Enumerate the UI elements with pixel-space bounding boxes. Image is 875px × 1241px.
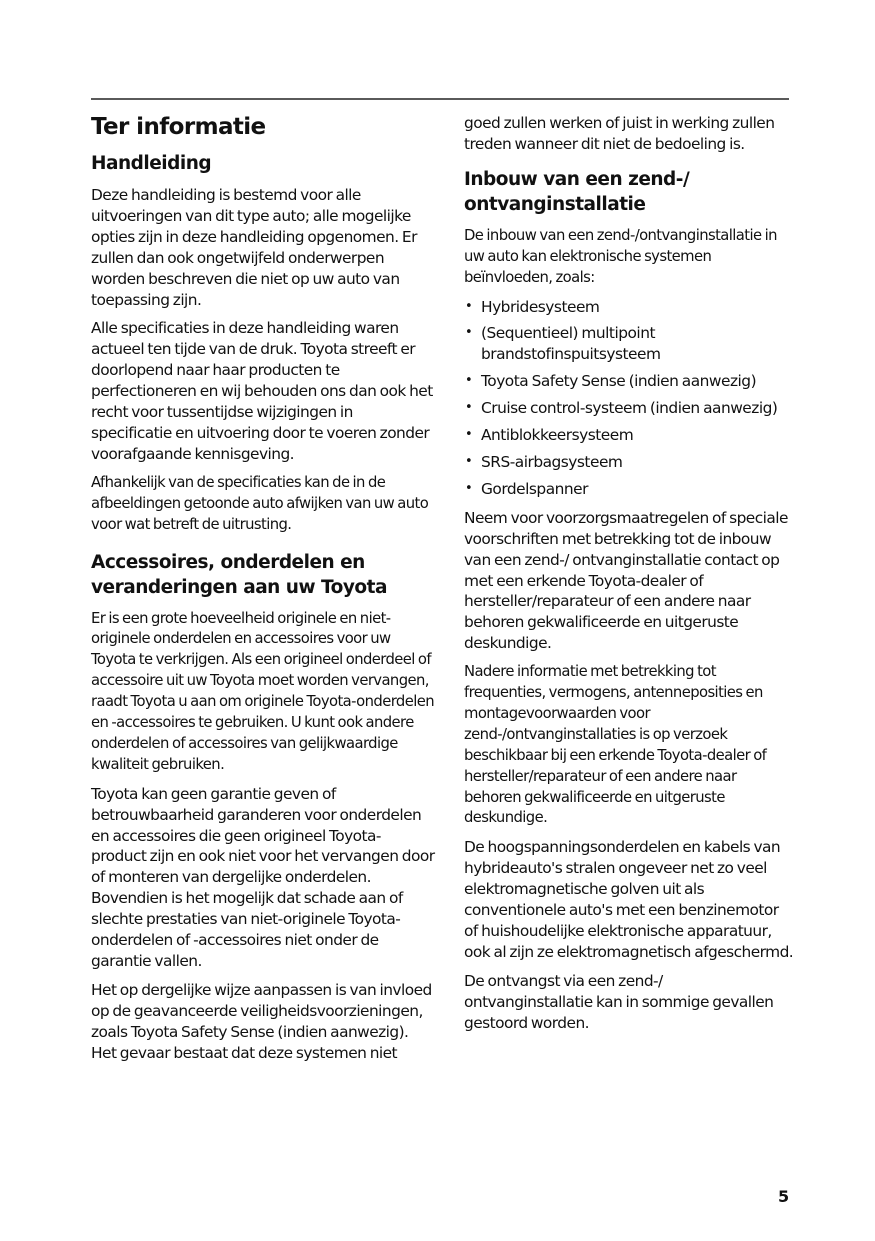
left-column [91, 110, 436, 1072]
list-item: • (Sequentieel) multipoint brandstofinspuitsysteem [465, 324, 661, 364]
list-item: • Toyota Safety Sense (indien aanwezig) [465, 372, 757, 391]
bullet-icon: • [465, 325, 473, 341]
bullet-icon: • [465, 400, 473, 416]
section-heading-accessoires: Accessoires, onderdelen en veranderingen aan uw Toyota [91, 551, 387, 598]
list-item: • Hybridesysteem [465, 297, 600, 316]
list-item: • Antiblokkeersysteem [465, 426, 634, 445]
page-number: 5 [778, 1187, 790, 1206]
list-item: • Cruise control-systeem (indien aanwezig) [465, 399, 778, 418]
section-heading-inbouw: Inbouw van een zend-/ ontvanginstallatie [464, 168, 690, 215]
right-column [464, 113, 794, 1042]
paragraph: Neem voor voorzorgsmaatregelen of speciale voorschriften met betrekking tot de inbouw van een zend-/ ontvanginstallatie contact op met een erkende Toyota-dealer of hersteller/reparateur of een andere naar behoren gekwalificeerde en uitgeruste deskundige. [464, 508, 788, 653]
section-heading-handleiding: Handleiding [91, 153, 212, 174]
bullet-icon: • [465, 480, 473, 496]
paragraph: Toyota kan geen garantie geven of betrouwbaarheid garanderen voor onderdelen en accessoires die geen origineel Toyota-product zijn en ook niet voor het vervangen door of monteren van dergelijke onderdelen. Bovendien is het mogelijk dat schade aan of slechte prestaties van niet-originele Toyota-onderdelen of -accessoires niet onder de garantie vallen. [91, 784, 435, 970]
bullet-icon: • [465, 298, 473, 314]
section-handleiding [91, 151, 436, 536]
paragraph-continuation: goed zullen werken of juist in werking zullen treden wanneer dit niet de bedoeling is. [464, 114, 775, 153]
bullet-icon: • [465, 453, 473, 469]
affected-systems-list [464, 297, 794, 500]
paragraph: Er is een grote hoeveelheid originele en niet-originele onderdelen en accessoires voor uw Toyota te verkrijgen. Als een origineel onderdeel of accessoire uit uw Toyota moet worden vervangen, raadt Toyota u aan om originele Toyota-onderdelen en -accessoires te gebruiken. U kunt ook andere onderdelen of accessoires van gelijkwaardige kwaliteit gebruiken. [91, 609, 435, 773]
paragraph: Alle specificaties in deze handleiding waren actueel ten tijde van de druk. Toyota streeft er doorlopend naar haar producten te perfectioneren en wij behouden ons dan ook het recht voor tussentijdse wijzigingen in specificatie en uitvoering door te voeren zonder voorafgaande kennisgeving. [91, 319, 433, 463]
page-title: Ter informatie [91, 114, 266, 140]
paragraph: De ontvangst via een zend-/ ontvanginstallatie kan in sommige gevallen gestoord worden. [464, 971, 774, 1032]
section-inbouw [464, 167, 794, 1034]
bullet-icon: • [465, 427, 473, 443]
list-item: • SRS-airbagsysteem [465, 452, 623, 471]
top-rule-divider [91, 98, 789, 100]
paragraph: Het op dergelijke wijze aanpassen is van invloed op de geavanceerde veiligheidsvoorzieningen, zoals Toyota Safety Sense (indien aanwezig). Het gevaar bestaat dat deze systemen niet [91, 980, 432, 1062]
paragraph: De hoogspanningsonderdelen en kabels van hybrideauto's stralen ongeveer net zo veel elektromagnetische golven uit als conventionele auto's met een benzinemotor of huishoudelijke elektronische apparatuur, ook al zijn ze elektromagnetisch afgeschermd. [464, 838, 794, 961]
paragraph: Deze handleiding is bestemd voor alle uitvoeringen van dit type auto; alle mogelijke opties zijn in deze handleiding opgenomen. Er zullen dan ook ongetwijfeld onderwerpen worden beschreven die niet op uw auto van toepassing zijn. [91, 186, 417, 309]
paragraph: Nadere informatie met betrekking tot frequenties, vermogens, antenneposities en montagevoorwaarden voor zend-/ontvanginstallaties is op verzoek beschikbaar bij een erkende Toyota-dealer of hersteller/reparateur of een andere naar behoren gekwalificeerde en uitgeruste deskundige. [464, 663, 767, 827]
paragraph: Afhankelijk van de specificaties kan de in de afbeeldingen getoonde auto afwijken van uw auto voor wat betreft de uitrusting. [91, 473, 429, 533]
paragraph-intro: De inbouw van een zend-/ontvanginstallatie in uw auto kan elektronische systemen beïnvloeden, zoals: [464, 226, 777, 286]
section-accessoires [91, 550, 436, 1064]
list-item: • Gordelspanner [465, 479, 588, 498]
bullet-icon: • [465, 373, 473, 389]
